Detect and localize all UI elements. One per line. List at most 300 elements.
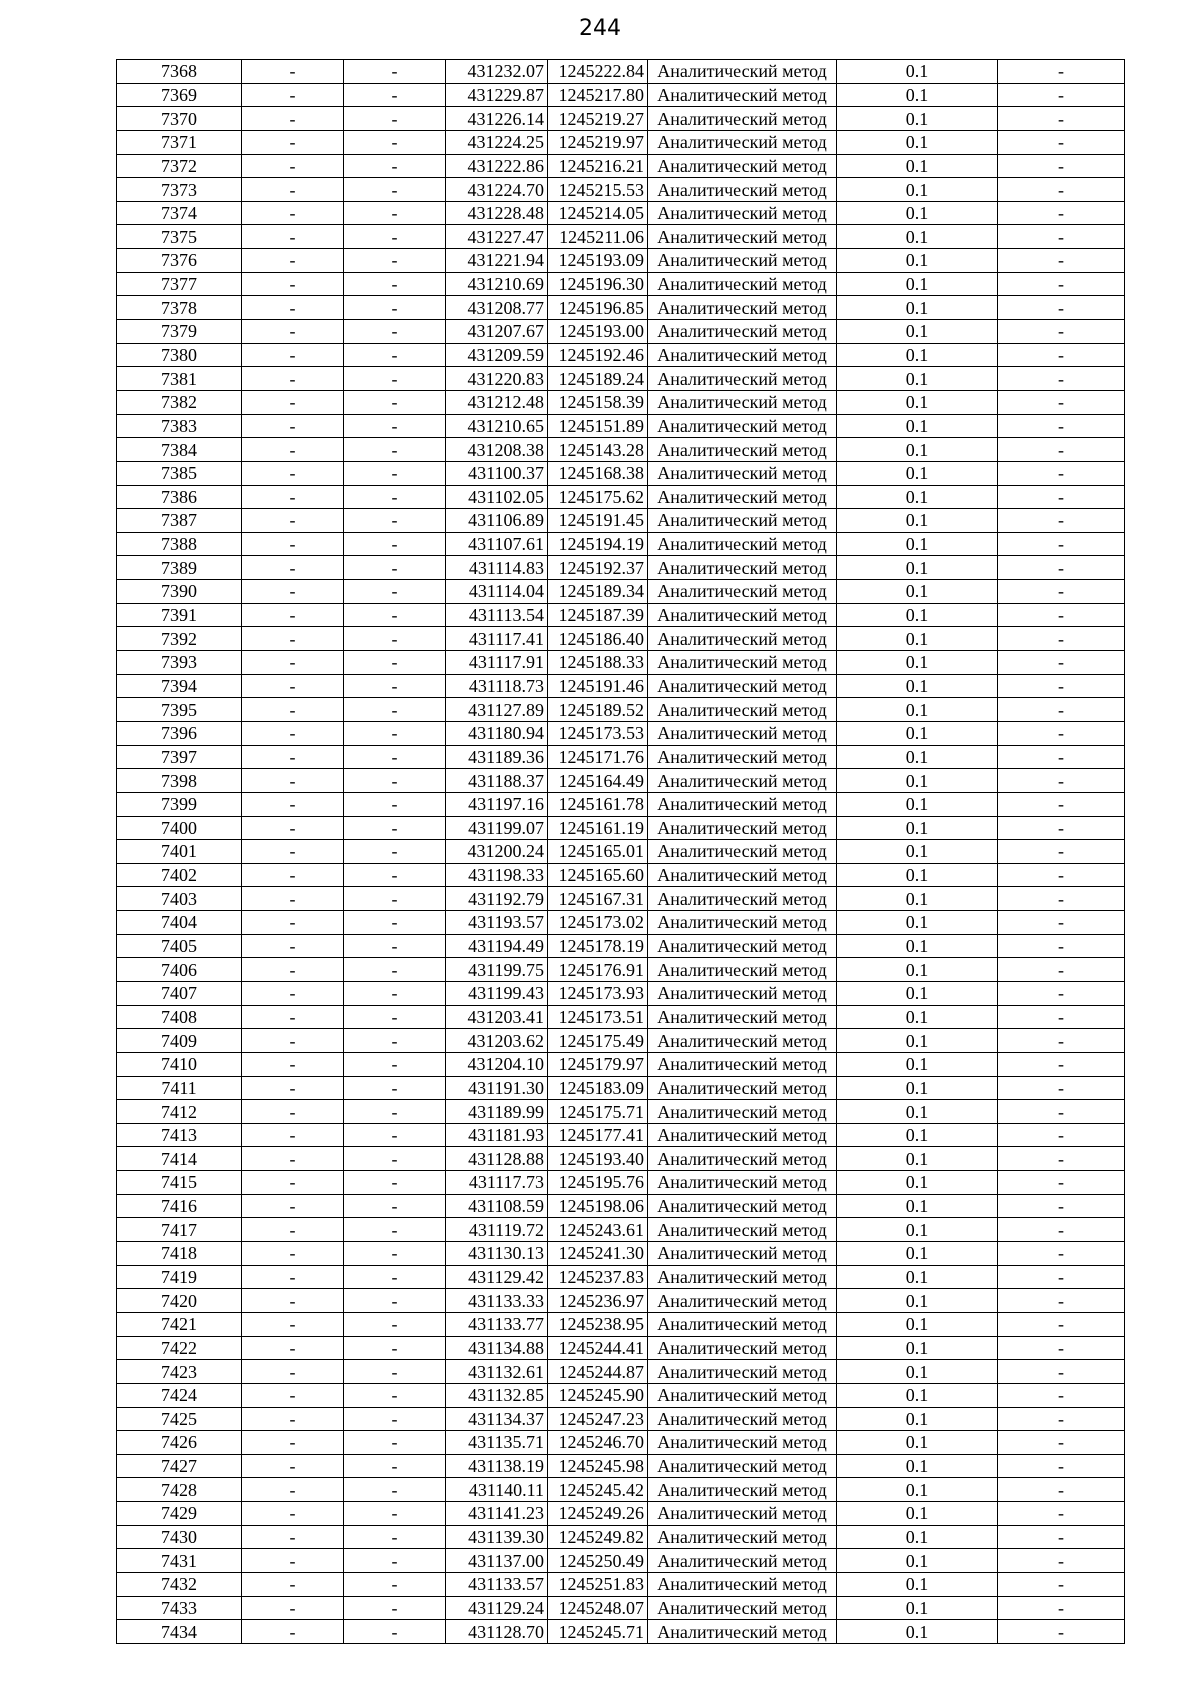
y-coordinate-cell: 1245217.80 — [548, 83, 648, 107]
method-cell: Аналитический метод — [648, 225, 837, 249]
empty-value-cell: - — [242, 1525, 344, 1549]
y-coordinate-cell: 1245219.27 — [548, 107, 648, 131]
point-number-cell: 7416 — [117, 1194, 242, 1218]
y-coordinate-cell: 1245179.97 — [548, 1052, 648, 1076]
x-coordinate-cell: 431227.47 — [446, 225, 548, 249]
empty-value-cell: - — [344, 1360, 446, 1384]
empty-value-cell: - — [242, 1312, 344, 1336]
x-coordinate-cell: 431209.59 — [446, 343, 548, 367]
x-coordinate-cell: 431127.89 — [446, 698, 548, 722]
precision-cell: 0.1 — [837, 816, 998, 840]
precision-cell: 0.1 — [837, 580, 998, 604]
empty-value-cell: - — [344, 461, 446, 485]
empty-value-cell: - — [998, 461, 1125, 485]
empty-value-cell: - — [998, 698, 1125, 722]
table-row — [117, 1076, 1125, 1100]
table-row — [117, 1312, 1125, 1336]
method-cell: Аналитический метод — [648, 863, 837, 887]
y-coordinate-cell: 1245244.41 — [548, 1336, 648, 1360]
y-coordinate-cell: 1245196.30 — [548, 272, 648, 296]
table-row — [117, 107, 1125, 131]
point-number-cell: 7434 — [117, 1620, 242, 1644]
table-body — [117, 60, 1125, 1644]
empty-value-cell: - — [998, 367, 1125, 391]
empty-value-cell: - — [344, 1147, 446, 1171]
empty-value-cell: - — [242, 556, 344, 580]
precision-cell: 0.1 — [837, 532, 998, 556]
empty-value-cell: - — [998, 1312, 1125, 1336]
x-coordinate-cell: 431192.79 — [446, 887, 548, 911]
method-cell: Аналитический метод — [648, 1289, 837, 1313]
method-cell: Аналитический метод — [648, 509, 837, 533]
method-cell: Аналитический метод — [648, 1005, 837, 1029]
empty-value-cell: - — [242, 1242, 344, 1266]
empty-value-cell: - — [242, 60, 344, 84]
precision-cell: 0.1 — [837, 863, 998, 887]
precision-cell: 0.1 — [837, 627, 998, 651]
table-row — [117, 603, 1125, 627]
point-number-cell: 7381 — [117, 367, 242, 391]
point-number-cell: 7382 — [117, 390, 242, 414]
table-row — [117, 1431, 1125, 1455]
empty-value-cell: - — [242, 674, 344, 698]
precision-cell: 0.1 — [837, 438, 998, 462]
precision-cell: 0.1 — [837, 1620, 998, 1644]
empty-value-cell: - — [242, 1076, 344, 1100]
point-number-cell: 7423 — [117, 1360, 242, 1384]
empty-value-cell: - — [242, 816, 344, 840]
precision-cell: 0.1 — [837, 509, 998, 533]
table-row — [117, 154, 1125, 178]
method-cell: Аналитический метод — [648, 556, 837, 580]
empty-value-cell: - — [242, 249, 344, 273]
empty-value-cell: - — [998, 603, 1125, 627]
method-cell: Аналитический метод — [648, 603, 837, 627]
x-coordinate-cell: 431189.99 — [446, 1100, 548, 1124]
method-cell: Аналитический метод — [648, 154, 837, 178]
method-cell: Аналитический метод — [648, 1242, 837, 1266]
precision-cell: 0.1 — [837, 130, 998, 154]
method-cell: Аналитический метод — [648, 627, 837, 651]
y-coordinate-cell: 1245175.49 — [548, 1029, 648, 1053]
method-cell: Аналитический метод — [648, 60, 837, 84]
table-row — [117, 414, 1125, 438]
empty-value-cell: - — [242, 792, 344, 816]
page-number: 244 — [579, 16, 621, 41]
y-coordinate-cell: 1245241.30 — [548, 1242, 648, 1266]
empty-value-cell: - — [242, 698, 344, 722]
precision-cell: 0.1 — [837, 485, 998, 509]
point-number-cell: 7401 — [117, 840, 242, 864]
empty-value-cell: - — [998, 840, 1125, 864]
method-cell: Аналитический метод — [648, 343, 837, 367]
method-cell: Аналитический метод — [648, 698, 837, 722]
precision-cell: 0.1 — [837, 721, 998, 745]
point-number-cell: 7403 — [117, 887, 242, 911]
precision-cell: 0.1 — [837, 1407, 998, 1431]
empty-value-cell: - — [344, 721, 446, 745]
precision-cell: 0.1 — [837, 911, 998, 935]
empty-value-cell: - — [242, 1620, 344, 1644]
empty-value-cell: - — [998, 674, 1125, 698]
empty-value-cell: - — [998, 769, 1125, 793]
table-row — [117, 83, 1125, 107]
method-cell: Аналитический метод — [648, 911, 837, 935]
table-row — [117, 320, 1125, 344]
empty-value-cell: - — [998, 1383, 1125, 1407]
empty-value-cell: - — [344, 485, 446, 509]
empty-value-cell: - — [344, 1171, 446, 1195]
method-cell: Аналитический метод — [648, 887, 837, 911]
point-number-cell: 7380 — [117, 343, 242, 367]
point-number-cell: 7391 — [117, 603, 242, 627]
method-cell: Аналитический метод — [648, 130, 837, 154]
point-number-cell: 7373 — [117, 178, 242, 202]
table-row — [117, 60, 1125, 84]
empty-value-cell: - — [344, 674, 446, 698]
table-row — [117, 1549, 1125, 1573]
x-coordinate-cell: 431212.48 — [446, 390, 548, 414]
empty-value-cell: - — [242, 509, 344, 533]
method-cell: Аналитический метод — [648, 1407, 837, 1431]
empty-value-cell: - — [242, 225, 344, 249]
empty-value-cell: - — [998, 532, 1125, 556]
precision-cell: 0.1 — [837, 958, 998, 982]
table-row — [117, 674, 1125, 698]
table-row — [117, 911, 1125, 935]
x-coordinate-cell: 431133.77 — [446, 1312, 548, 1336]
precision-cell: 0.1 — [837, 390, 998, 414]
x-coordinate-cell: 431128.88 — [446, 1147, 548, 1171]
empty-value-cell: - — [242, 178, 344, 202]
precision-cell: 0.1 — [837, 1052, 998, 1076]
x-coordinate-cell: 431207.67 — [446, 320, 548, 344]
point-number-cell: 7407 — [117, 981, 242, 1005]
empty-value-cell: - — [998, 178, 1125, 202]
x-coordinate-cell: 431139.30 — [446, 1525, 548, 1549]
method-cell: Аналитический метод — [648, 580, 837, 604]
empty-value-cell: - — [344, 1265, 446, 1289]
precision-cell: 0.1 — [837, 107, 998, 131]
y-coordinate-cell: 1245194.19 — [548, 532, 648, 556]
y-coordinate-cell: 1245198.06 — [548, 1194, 648, 1218]
y-coordinate-cell: 1245173.93 — [548, 981, 648, 1005]
y-coordinate-cell: 1245173.53 — [548, 721, 648, 745]
precision-cell: 0.1 — [837, 769, 998, 793]
empty-value-cell: - — [344, 1242, 446, 1266]
y-coordinate-cell: 1245193.09 — [548, 249, 648, 273]
point-number-cell: 7368 — [117, 60, 242, 84]
empty-value-cell: - — [998, 1029, 1125, 1053]
x-coordinate-cell: 431226.14 — [446, 107, 548, 131]
y-coordinate-cell: 1245165.01 — [548, 840, 648, 864]
method-cell: Аналитический метод — [648, 461, 837, 485]
y-coordinate-cell: 1245158.39 — [548, 390, 648, 414]
table-row — [117, 461, 1125, 485]
point-number-cell: 7415 — [117, 1171, 242, 1195]
precision-cell: 0.1 — [837, 296, 998, 320]
method-cell: Аналитический метод — [648, 1052, 837, 1076]
precision-cell: 0.1 — [837, 1360, 998, 1384]
method-cell: Аналитический метод — [648, 1431, 837, 1455]
precision-cell: 0.1 — [837, 745, 998, 769]
precision-cell: 0.1 — [837, 934, 998, 958]
method-cell: Аналитический метод — [648, 1478, 837, 1502]
empty-value-cell: - — [344, 414, 446, 438]
table-row — [117, 1336, 1125, 1360]
method-cell: Аналитический метод — [648, 438, 837, 462]
point-number-cell: 7400 — [117, 816, 242, 840]
precision-cell: 0.1 — [837, 154, 998, 178]
table-row — [117, 225, 1125, 249]
precision-cell: 0.1 — [837, 1218, 998, 1242]
table-row — [117, 130, 1125, 154]
table-row — [117, 249, 1125, 273]
empty-value-cell: - — [998, 1596, 1125, 1620]
precision-cell: 0.1 — [837, 1596, 998, 1620]
empty-value-cell: - — [998, 343, 1125, 367]
empty-value-cell: - — [344, 745, 446, 769]
table-row — [117, 1029, 1125, 1053]
table-row — [117, 651, 1125, 675]
method-cell: Аналитический метод — [648, 367, 837, 391]
method-cell: Аналитический метод — [648, 296, 837, 320]
precision-cell: 0.1 — [837, 178, 998, 202]
empty-value-cell: - — [998, 556, 1125, 580]
empty-value-cell: - — [242, 343, 344, 367]
table-row — [117, 627, 1125, 651]
x-coordinate-cell: 431208.77 — [446, 296, 548, 320]
point-number-cell: 7404 — [117, 911, 242, 935]
method-cell: Аналитический метод — [648, 1076, 837, 1100]
empty-value-cell: - — [344, 958, 446, 982]
point-number-cell: 7422 — [117, 1336, 242, 1360]
precision-cell: 0.1 — [837, 461, 998, 485]
empty-value-cell: - — [242, 1478, 344, 1502]
empty-value-cell: - — [998, 485, 1125, 509]
point-number-cell: 7426 — [117, 1431, 242, 1455]
y-coordinate-cell: 1245245.90 — [548, 1383, 648, 1407]
point-number-cell: 7431 — [117, 1549, 242, 1573]
empty-value-cell: - — [242, 438, 344, 462]
point-number-cell: 7425 — [117, 1407, 242, 1431]
table-row — [117, 201, 1125, 225]
empty-value-cell: - — [998, 1218, 1125, 1242]
point-number-cell: 7421 — [117, 1312, 242, 1336]
precision-cell: 0.1 — [837, 1454, 998, 1478]
point-number-cell: 7370 — [117, 107, 242, 131]
precision-cell: 0.1 — [837, 1265, 998, 1289]
empty-value-cell: - — [344, 343, 446, 367]
method-cell: Аналитический метод — [648, 532, 837, 556]
empty-value-cell: - — [242, 1171, 344, 1195]
table-row — [117, 1478, 1125, 1502]
empty-value-cell: - — [344, 1454, 446, 1478]
y-coordinate-cell: 1245143.28 — [548, 438, 648, 462]
table-row — [117, 863, 1125, 887]
x-coordinate-cell: 431220.83 — [446, 367, 548, 391]
precision-cell: 0.1 — [837, 603, 998, 627]
precision-cell: 0.1 — [837, 1171, 998, 1195]
method-cell: Аналитический метод — [648, 390, 837, 414]
point-number-cell: 7406 — [117, 958, 242, 982]
method-cell: Аналитический метод — [648, 178, 837, 202]
y-coordinate-cell: 1245177.41 — [548, 1123, 648, 1147]
empty-value-cell: - — [344, 1549, 446, 1573]
y-coordinate-cell: 1245161.19 — [548, 816, 648, 840]
empty-value-cell: - — [998, 1407, 1125, 1431]
table-row — [117, 1123, 1125, 1147]
empty-value-cell: - — [242, 603, 344, 627]
empty-value-cell: - — [998, 1100, 1125, 1124]
precision-cell: 0.1 — [837, 272, 998, 296]
y-coordinate-cell: 1245171.76 — [548, 745, 648, 769]
table-row — [117, 485, 1125, 509]
x-coordinate-cell: 431130.13 — [446, 1242, 548, 1266]
empty-value-cell: - — [998, 1171, 1125, 1195]
method-cell: Аналитический метод — [648, 1502, 837, 1526]
point-number-cell: 7429 — [117, 1502, 242, 1526]
table-row — [117, 840, 1125, 864]
method-cell: Аналитический метод — [648, 1620, 837, 1644]
method-cell: Аналитический метод — [648, 249, 837, 273]
method-cell: Аналитический метод — [648, 414, 837, 438]
empty-value-cell: - — [344, 556, 446, 580]
empty-value-cell: - — [242, 721, 344, 745]
point-number-cell: 7372 — [117, 154, 242, 178]
method-cell: Аналитический метод — [648, 1194, 837, 1218]
empty-value-cell: - — [242, 887, 344, 911]
point-number-cell: 7427 — [117, 1454, 242, 1478]
method-cell: Аналитический метод — [648, 272, 837, 296]
empty-value-cell: - — [998, 272, 1125, 296]
empty-value-cell: - — [998, 83, 1125, 107]
method-cell: Аналитический метод — [648, 485, 837, 509]
empty-value-cell: - — [998, 863, 1125, 887]
empty-value-cell: - — [998, 1052, 1125, 1076]
point-number-cell: 7418 — [117, 1242, 242, 1266]
y-coordinate-cell: 1245191.46 — [548, 674, 648, 698]
empty-value-cell: - — [242, 1029, 344, 1053]
table-row — [117, 509, 1125, 533]
x-coordinate-cell: 431137.00 — [446, 1549, 548, 1573]
table-row — [117, 1265, 1125, 1289]
point-number-cell: 7393 — [117, 651, 242, 675]
method-cell: Аналитический метод — [648, 1596, 837, 1620]
method-cell: Аналитический метод — [648, 1123, 837, 1147]
empty-value-cell: - — [344, 887, 446, 911]
precision-cell: 0.1 — [837, 792, 998, 816]
x-coordinate-cell: 431199.75 — [446, 958, 548, 982]
empty-value-cell: - — [242, 1100, 344, 1124]
empty-value-cell: - — [344, 438, 446, 462]
empty-value-cell: - — [344, 1312, 446, 1336]
precision-cell: 0.1 — [837, 1194, 998, 1218]
y-coordinate-cell: 1245164.49 — [548, 769, 648, 793]
method-cell: Аналитический метод — [648, 674, 837, 698]
x-coordinate-cell: 431189.36 — [446, 745, 548, 769]
precision-cell: 0.1 — [837, 1100, 998, 1124]
empty-value-cell: - — [344, 698, 446, 722]
method-cell: Аналитический метод — [648, 721, 837, 745]
x-coordinate-cell: 431197.16 — [446, 792, 548, 816]
empty-value-cell: - — [998, 509, 1125, 533]
x-coordinate-cell: 431133.33 — [446, 1289, 548, 1313]
method-cell: Аналитический метод — [648, 1218, 837, 1242]
method-cell: Аналитический метод — [648, 816, 837, 840]
point-number-cell: 7392 — [117, 627, 242, 651]
y-coordinate-cell: 1245183.09 — [548, 1076, 648, 1100]
x-coordinate-cell: 431188.37 — [446, 769, 548, 793]
y-coordinate-cell: 1245173.02 — [548, 911, 648, 935]
empty-value-cell: - — [998, 651, 1125, 675]
empty-value-cell: - — [344, 1123, 446, 1147]
empty-value-cell: - — [344, 272, 446, 296]
x-coordinate-cell: 431119.72 — [446, 1218, 548, 1242]
point-number-cell: 7399 — [117, 792, 242, 816]
x-coordinate-cell: 431106.89 — [446, 509, 548, 533]
empty-value-cell: - — [242, 414, 344, 438]
table-row — [117, 1360, 1125, 1384]
empty-value-cell: - — [242, 130, 344, 154]
method-cell: Аналитический метод — [648, 1171, 837, 1195]
precision-cell: 0.1 — [837, 840, 998, 864]
precision-cell: 0.1 — [837, 414, 998, 438]
point-number-cell: 7405 — [117, 934, 242, 958]
empty-value-cell: - — [242, 390, 344, 414]
table-row — [117, 1052, 1125, 1076]
point-number-cell: 7375 — [117, 225, 242, 249]
y-coordinate-cell: 1245187.39 — [548, 603, 648, 627]
empty-value-cell: - — [344, 769, 446, 793]
y-coordinate-cell: 1245248.07 — [548, 1596, 648, 1620]
y-coordinate-cell: 1245165.60 — [548, 863, 648, 887]
y-coordinate-cell: 1245189.34 — [548, 580, 648, 604]
empty-value-cell: - — [242, 1383, 344, 1407]
empty-value-cell: - — [344, 1005, 446, 1029]
y-coordinate-cell: 1245222.84 — [548, 60, 648, 84]
point-number-cell: 7412 — [117, 1100, 242, 1124]
empty-value-cell: - — [998, 320, 1125, 344]
table-row — [117, 296, 1125, 320]
point-number-cell: 7369 — [117, 83, 242, 107]
y-coordinate-cell: 1245151.89 — [548, 414, 648, 438]
point-number-cell: 7432 — [117, 1573, 242, 1597]
table-row — [117, 1573, 1125, 1597]
empty-value-cell: - — [344, 1407, 446, 1431]
y-coordinate-cell: 1245188.33 — [548, 651, 648, 675]
x-coordinate-cell: 431129.24 — [446, 1596, 548, 1620]
y-coordinate-cell: 1245219.97 — [548, 130, 648, 154]
empty-value-cell: - — [344, 840, 446, 864]
x-coordinate-cell: 431132.85 — [446, 1383, 548, 1407]
empty-value-cell: - — [998, 981, 1125, 1005]
y-coordinate-cell: 1245211.06 — [548, 225, 648, 249]
empty-value-cell: - — [242, 1123, 344, 1147]
table-row — [117, 1218, 1125, 1242]
empty-value-cell: - — [242, 1005, 344, 1029]
table-row — [117, 367, 1125, 391]
y-coordinate-cell: 1245161.78 — [548, 792, 648, 816]
point-number-cell: 7390 — [117, 580, 242, 604]
empty-value-cell: - — [998, 958, 1125, 982]
precision-cell: 0.1 — [837, 1147, 998, 1171]
empty-value-cell: - — [998, 1431, 1125, 1455]
table-row — [117, 1005, 1125, 1029]
y-coordinate-cell: 1245245.71 — [548, 1620, 648, 1644]
table-row — [117, 343, 1125, 367]
point-number-cell: 7397 — [117, 745, 242, 769]
